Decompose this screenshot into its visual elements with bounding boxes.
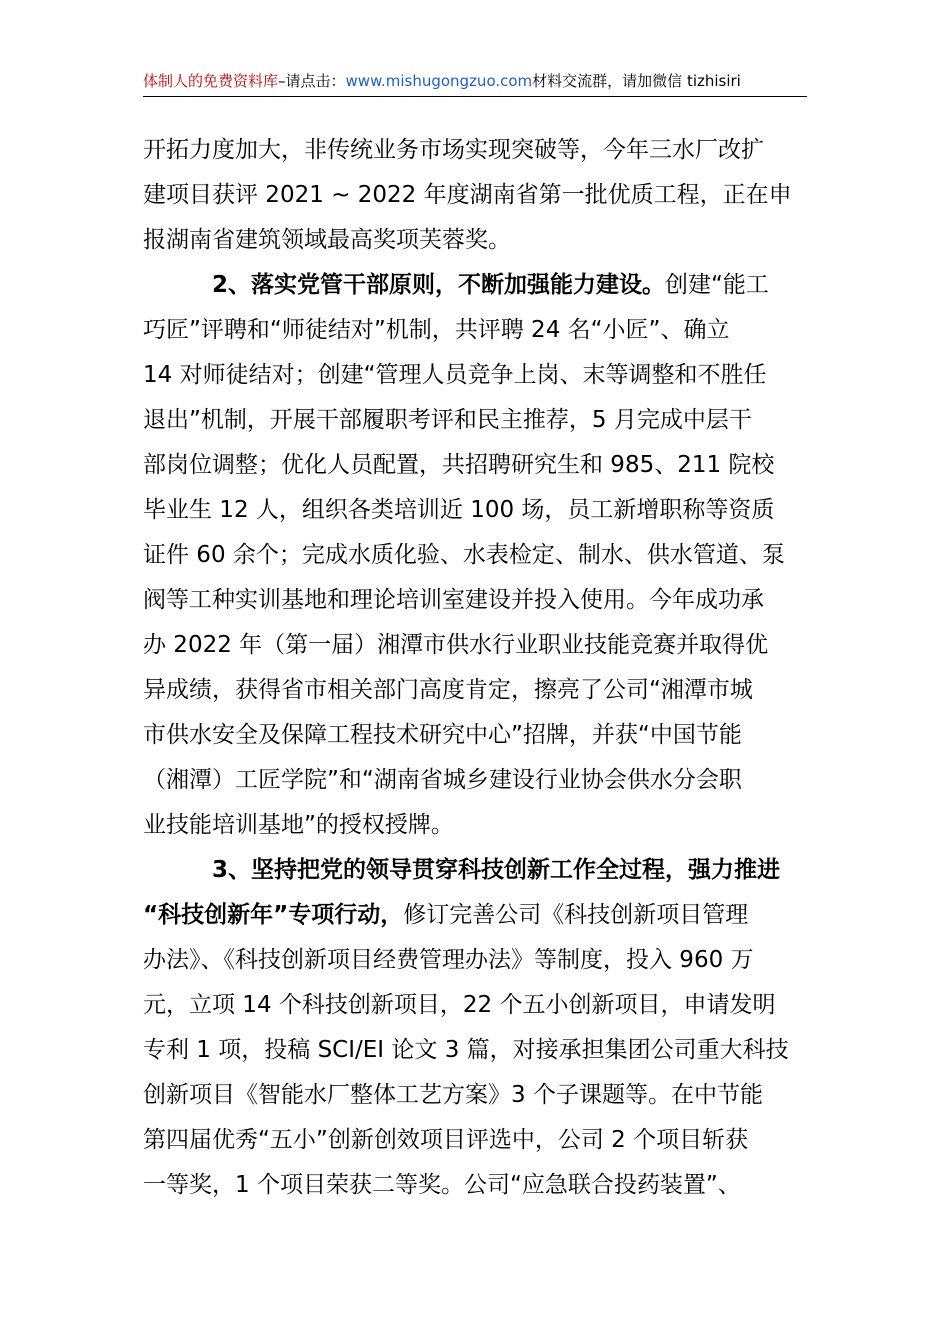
- text-line-9: 毕业生 12 人，组织各类培训近 100 场，员工新增职称等资质: [143, 497, 775, 523]
- text-line-13: 异成绩，获得省市相关部门高度肯定，擦亮了公司“湘潭市城: [143, 677, 753, 703]
- text-line-7: 退出”机制，开展干部履职考评和民主推荐，5 月完成中层干: [143, 407, 752, 433]
- text-line-21: 专利 1 项，投稿 SCI/EI 论文 3 篇，对接承担集团公司重大科技: [143, 1037, 789, 1063]
- section-3-heading-cont: “科技创新年”专项行动，: [143, 902, 404, 928]
- text-line-6: 14 对师徒结对；创建“管理人员竞争上岗、末等调整和不胜任: [143, 362, 767, 388]
- section-3-heading: 3、坚持把党的领导贯穿科技创新工作全过程，强力推进: [212, 857, 781, 883]
- text-line-15: （湘潭）工匠学院”和“湖南省城乡建设行业协会供水分会职: [143, 767, 742, 793]
- header-prompt: –请点击：: [278, 72, 346, 90]
- text-line-23: 第四届优秀“五小”创新创效项目评选中，公司 2 个项目斩获: [143, 1127, 749, 1153]
- header-link[interactable]: www.mishugongzuo.com: [345, 72, 533, 90]
- page-header: [143, 68, 807, 97]
- text-line-16: 业技能培训基地”的授权授牌。: [143, 812, 454, 838]
- text-line-20: 元，立项 14 个科技创新项目，22 个五小创新项目，申请发明: [143, 992, 776, 1018]
- text-line-14: 市供水安全及保障工程技术研究中心”招牌，并获“中国节能: [143, 722, 742, 748]
- text-line-5: 巧匠”评聘和“师徒结对”机制，共评聘 24 名“小匠”、确立: [143, 317, 730, 343]
- text-line-19: 办法》、《科技创新项目经费管理办法》等制度，投入 960 万: [143, 947, 754, 973]
- text-line-10: 证件 60 余个；完成水质化验、水表检定、制水、供水管道、泵: [143, 542, 785, 568]
- header-brand: 体制人的免费资料库: [143, 72, 279, 90]
- header-group-info: 材料交流群，请加微信 tizhisiri: [532, 72, 741, 90]
- text-line-1: 开拓力度加大，非传统业务市场实现突破等，今年三水厂改扩: [143, 137, 764, 163]
- text-line-11: 阀等工种实训基地和理论培训室建设并投入使用。今年成功承: [143, 587, 764, 613]
- section-3-heading-cont-line: “科技创新年”专项行动，修订完善公司《科技创新项目管理: [143, 902, 749, 928]
- text-line-12: 办 2022 年（第一届）湘潭市供水行业职业技能竞赛并取得优: [143, 632, 769, 658]
- section-3-heading-line: [143, 848, 807, 893]
- text-line-22: 创新项目《智能水厂整体工艺方案》3 个子课题等。在中节能: [143, 1082, 763, 1108]
- document-body: [143, 128, 807, 1208]
- text-line-8: 部岗位调整；优化人员配置，共招聘研究生和 985、211 院校: [143, 452, 775, 478]
- section-2-heading-line: 2、落实党管干部原则，不断加强能力建设。创建“能工: [212, 272, 769, 298]
- text-line-2: 建项目获评 2021 ~ 2022 年度湖南省第一批优质工程，正在申: [143, 182, 792, 208]
- text-line-3: 报湖南省建筑领域最高奖项芙蓉奖。: [143, 227, 511, 253]
- section-2-heading: 2、落实党管干部原则，不断加强能力建设。: [212, 272, 666, 298]
- text-line-24: 一等奖，1 个项目荣获二等奖。公司“应急联合投药装置”、: [143, 1172, 741, 1198]
